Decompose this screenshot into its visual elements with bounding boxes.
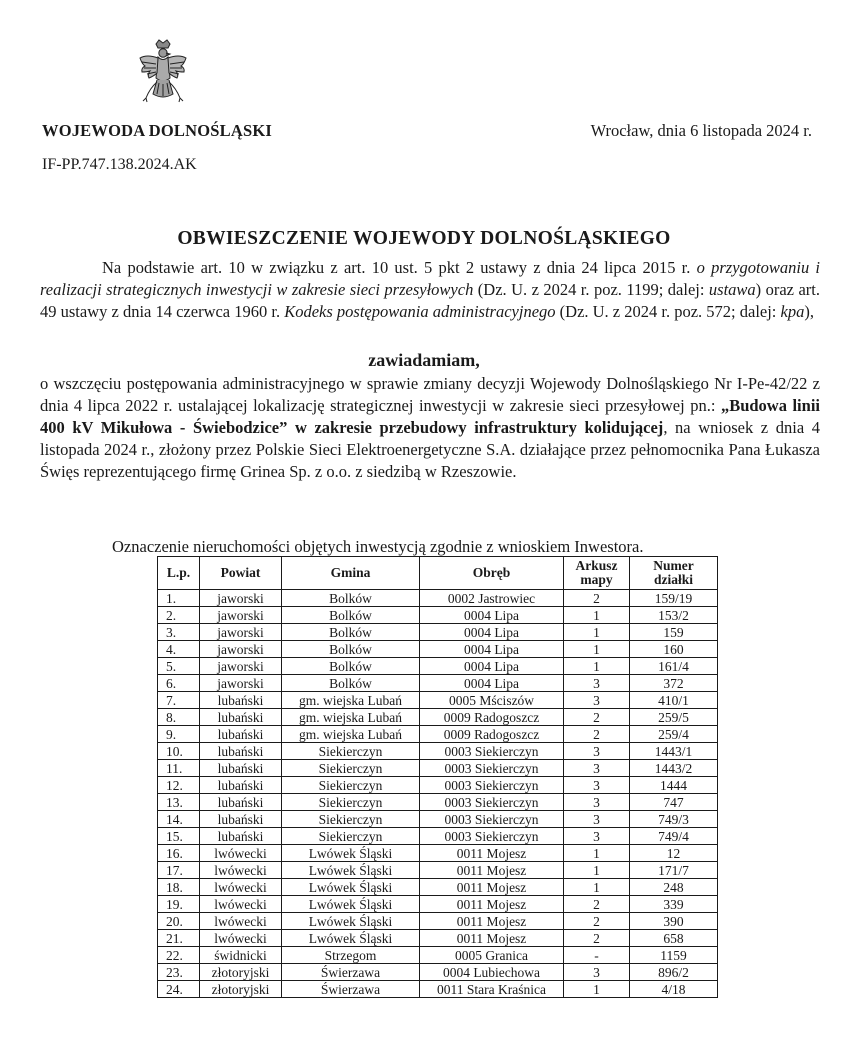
cell-gmina: Lwówek Śląski — [282, 845, 420, 862]
intro-abbrev: kpa — [780, 302, 805, 321]
cell-lp: 10. — [158, 743, 200, 760]
table-row — [158, 845, 718, 862]
table-row — [158, 641, 718, 658]
table-row — [158, 896, 718, 913]
cell-dzialka: 749/4 — [630, 828, 718, 845]
cell-obreb: 0009 Radogoszcz — [420, 709, 564, 726]
cell-powiat: jaworski — [200, 641, 282, 658]
cell-lp: 3. — [158, 624, 200, 641]
document-title: OBWIESZCZENIE WOJEWODY DOLNOŚLĄSKIEGO — [177, 228, 671, 249]
cell-dzialka: 339 — [630, 896, 718, 913]
header-powiat: Powiat — [200, 557, 282, 590]
cell-arkusz: 3 — [564, 794, 630, 811]
cell-powiat: jaworski — [200, 624, 282, 641]
investment-name: „Budowa linii 400 kV Mikułowa - Świebodzice” w zakresie przebudowy infrastruktury kolidującej — [40, 396, 820, 437]
intro-text: Na podstawie art. 10 w związku z art. 10 ust. 5 pkt 2 ustawy z dnia 24 lipca 2015 r. — [102, 258, 697, 277]
cell-obreb: 0011 Mojesz — [420, 913, 564, 930]
cell-lp: 8. — [158, 709, 200, 726]
cell-arkusz: 2 — [564, 913, 630, 930]
cell-gmina: Lwówek Śląski — [282, 896, 420, 913]
cell-lp: 11. — [158, 760, 200, 777]
cell-lp: 12. — [158, 777, 200, 794]
cell-obreb: 0005 Mściszów — [420, 692, 564, 709]
cell-gmina: Siekierczyn — [282, 777, 420, 794]
notice-body-paragraph — [40, 373, 820, 483]
cell-obreb: 0004 Lubiechowa — [420, 964, 564, 981]
table-row — [158, 811, 718, 828]
cell-obreb: 0003 Siekierczyn — [420, 760, 564, 777]
cell-lp: 1. — [158, 590, 200, 607]
cell-obreb: 0011 Mojesz — [420, 930, 564, 947]
intro-code-title: Kodeks postępowania administracyjnego — [284, 302, 556, 321]
table-row — [158, 828, 718, 845]
cell-gmina: Siekierczyn — [282, 811, 420, 828]
cell-lp: 21. — [158, 930, 200, 947]
cell-powiat: jaworski — [200, 675, 282, 692]
cell-gmina: Lwówek Śląski — [282, 913, 420, 930]
cell-gmina: Siekierczyn — [282, 828, 420, 845]
table-row — [158, 947, 718, 964]
cell-dzialka: 171/7 — [630, 862, 718, 879]
cell-powiat: lwówecki — [200, 930, 282, 947]
header-numer-line1: Numer — [653, 558, 694, 573]
table-row — [158, 692, 718, 709]
cell-dzialka: 1159 — [630, 947, 718, 964]
cell-powiat: lubański — [200, 828, 282, 845]
intro-abbrev: ustawa — [708, 280, 756, 299]
announcement-heading: zawiadamiam, — [368, 350, 480, 370]
cell-powiat: lwówecki — [200, 879, 282, 896]
cell-dzialka: 1443/2 — [630, 760, 718, 777]
table-row — [158, 743, 718, 760]
table-row — [158, 862, 718, 879]
table-row — [158, 726, 718, 743]
cell-arkusz: 2 — [564, 896, 630, 913]
cell-gmina: gm. wiejska Lubań — [282, 709, 420, 726]
cell-arkusz: 1 — [564, 624, 630, 641]
parcels-table — [157, 556, 718, 998]
table-row — [158, 777, 718, 794]
table-row — [158, 981, 718, 998]
cell-arkusz: 3 — [564, 964, 630, 981]
cell-obreb: 0002 Jastrowiec — [420, 590, 564, 607]
cell-gmina: Lwówek Śląski — [282, 930, 420, 947]
cell-arkusz: 1 — [564, 607, 630, 624]
cell-powiat: lubański — [200, 794, 282, 811]
cell-powiat: lubański — [200, 743, 282, 760]
table-caption: Oznaczenie nieruchomości objętych inwestycją zgodnie z wnioskiem Inwestora. — [112, 537, 644, 556]
cell-dzialka: 1444 — [630, 777, 718, 794]
cell-lp: 19. — [158, 896, 200, 913]
header-arkusz-line2: mapy — [580, 572, 613, 587]
cell-powiat: lubański — [200, 777, 282, 794]
cell-obreb: 0004 Lipa — [420, 675, 564, 692]
table-row — [158, 675, 718, 692]
cell-powiat: jaworski — [200, 658, 282, 675]
cell-obreb: 0004 Lipa — [420, 641, 564, 658]
cell-arkusz: 3 — [564, 777, 630, 794]
cell-arkusz: 1 — [564, 862, 630, 879]
polish-eagle-emblem-icon — [137, 38, 189, 108]
header-lp: L.p. — [158, 557, 200, 590]
table-row — [158, 879, 718, 896]
table-row — [158, 658, 718, 675]
cell-powiat: lwówecki — [200, 845, 282, 862]
cell-powiat: lwówecki — [200, 862, 282, 879]
cell-obreb: 0011 Mojesz — [420, 862, 564, 879]
cell-gmina: Bolków — [282, 641, 420, 658]
cell-powiat: lubański — [200, 811, 282, 828]
cell-lp: 9. — [158, 726, 200, 743]
cell-dzialka: 658 — [630, 930, 718, 947]
cell-dzialka: 160 — [630, 641, 718, 658]
cell-obreb: 0011 Mojesz — [420, 879, 564, 896]
cell-dzialka: 4/18 — [630, 981, 718, 998]
cell-obreb: 0004 Lipa — [420, 658, 564, 675]
cell-powiat: złotoryjski — [200, 964, 282, 981]
table-row — [158, 590, 718, 607]
cell-gmina: Bolków — [282, 658, 420, 675]
cell-dzialka: 259/4 — [630, 726, 718, 743]
cell-lp: 22. — [158, 947, 200, 964]
table-row — [158, 760, 718, 777]
intro-text: ), — [804, 302, 814, 321]
intro-text: (Dz. U. z 2024 r. poz. 572; dalej: — [555, 302, 781, 321]
table-row — [158, 913, 718, 930]
cell-dzialka: 372 — [630, 675, 718, 692]
cell-powiat: jaworski — [200, 590, 282, 607]
cell-gmina: Strzegom — [282, 947, 420, 964]
cell-lp: 24. — [158, 981, 200, 998]
cell-dzialka: 153/2 — [630, 607, 718, 624]
cell-obreb: 0011 Mojesz — [420, 845, 564, 862]
cell-dzialka: 161/4 — [630, 658, 718, 675]
cell-powiat: jaworski — [200, 607, 282, 624]
cell-arkusz: 1 — [564, 658, 630, 675]
cell-lp: 4. — [158, 641, 200, 658]
intro-act-title: o przygotowaniu i realizacji strategicznych inwestycji w zakresie sieci przesyłowych — [40, 258, 820, 299]
cell-gmina: gm. wiejska Lubań — [282, 726, 420, 743]
cell-dzialka: 747 — [630, 794, 718, 811]
cell-gmina: Siekierczyn — [282, 760, 420, 777]
cell-dzialka: 259/5 — [630, 709, 718, 726]
reference-number: IF-PP.747.138.2024.AK — [42, 156, 197, 173]
table-row — [158, 794, 718, 811]
cell-lp: 17. — [158, 862, 200, 879]
cell-arkusz: 3 — [564, 743, 630, 760]
cell-arkusz: - — [564, 947, 630, 964]
cell-obreb: 0003 Siekierczyn — [420, 777, 564, 794]
header-gmina: Gmina — [282, 557, 420, 590]
cell-dzialka: 159/19 — [630, 590, 718, 607]
place-and-date: Wrocław, dnia 6 listopada 2024 r. — [590, 121, 812, 140]
table-row — [158, 930, 718, 947]
cell-powiat: lwówecki — [200, 896, 282, 913]
cell-powiat: lubański — [200, 709, 282, 726]
intro-text: ) oraz art. 49 ustawy z dnia 14 czerwca 1960 r. — [40, 280, 820, 321]
cell-gmina: Bolków — [282, 675, 420, 692]
cell-gmina: Siekierczyn — [282, 794, 420, 811]
cell-dzialka: 749/3 — [630, 811, 718, 828]
cell-arkusz: 3 — [564, 675, 630, 692]
cell-arkusz: 1 — [564, 879, 630, 896]
cell-gmina: Świerzawa — [282, 964, 420, 981]
cell-lp: 14. — [158, 811, 200, 828]
table-header-row — [158, 557, 718, 590]
cell-powiat: lubański — [200, 692, 282, 709]
cell-obreb: 0003 Siekierczyn — [420, 743, 564, 760]
cell-arkusz: 3 — [564, 811, 630, 828]
cell-lp: 20. — [158, 913, 200, 930]
intro-text: (Dz. U. z 2024 r. poz. 1199; dalej: — [473, 280, 709, 299]
cell-arkusz: 2 — [564, 590, 630, 607]
table-row — [158, 607, 718, 624]
cell-powiat: lwówecki — [200, 913, 282, 930]
cell-dzialka: 159 — [630, 624, 718, 641]
header-numer-line2: działki — [653, 572, 693, 587]
cell-dzialka: 12 — [630, 845, 718, 862]
cell-obreb: 0011 Mojesz — [420, 896, 564, 913]
cell-powiat: złotoryjski — [200, 981, 282, 998]
body-text: , na wniosek z dnia 4 listopada 2024 r., złożony przez Polskie Sieci Elektroenergetyczne S.A. działające przez pełnomocnika Pana Łukasza Święs reprezentującego firmę Grinea Sp. z o.o. z siedzibą w Rzeszowie. — [40, 418, 820, 481]
cell-dzialka: 248 — [630, 879, 718, 896]
cell-gmina: Bolków — [282, 607, 420, 624]
cell-arkusz: 1 — [564, 845, 630, 862]
cell-gmina: Bolków — [282, 590, 420, 607]
issuing-authority: WOJEWODA DOLNOŚLĄSKI — [42, 121, 273, 140]
cell-arkusz: 1 — [564, 981, 630, 998]
cell-dzialka: 390 — [630, 913, 718, 930]
cell-obreb: 0009 Radogoszcz — [420, 726, 564, 743]
cell-arkusz: 3 — [564, 760, 630, 777]
cell-obreb: 0003 Siekierczyn — [420, 794, 564, 811]
table-row — [158, 624, 718, 641]
cell-dzialka: 896/2 — [630, 964, 718, 981]
cell-lp: 16. — [158, 845, 200, 862]
cell-obreb: 0003 Siekierczyn — [420, 811, 564, 828]
header-arkusz-line1: Arkusz — [575, 558, 618, 573]
cell-arkusz: 2 — [564, 726, 630, 743]
header-numer — [630, 557, 718, 590]
cell-lp: 7. — [158, 692, 200, 709]
cell-lp: 13. — [158, 794, 200, 811]
cell-lp: 18. — [158, 879, 200, 896]
cell-gmina: Świerzawa — [282, 981, 420, 998]
table-row — [158, 709, 718, 726]
cell-arkusz: 2 — [564, 930, 630, 947]
cell-gmina: Lwówek Śląski — [282, 862, 420, 879]
header-obreb: Obręb — [420, 557, 564, 590]
cell-obreb: 0011 Stara Kraśnica — [420, 981, 564, 998]
cell-obreb: 0004 Lipa — [420, 607, 564, 624]
cell-lp: 6. — [158, 675, 200, 692]
cell-lp: 5. — [158, 658, 200, 675]
cell-dzialka: 1443/1 — [630, 743, 718, 760]
cell-obreb: 0005 Granica — [420, 947, 564, 964]
cell-powiat: lubański — [200, 726, 282, 743]
cell-arkusz: 3 — [564, 828, 630, 845]
table-row — [158, 964, 718, 981]
header-arkusz — [564, 557, 630, 590]
cell-arkusz: 3 — [564, 692, 630, 709]
body-text: o wszczęciu postępowania administracyjnego w sprawie zmiany decyzji Wojewody Dolnośląskiego Nr I-Pe-42/22 z dnia 4 lipca 2022 r. ustalającej lokalizację strategicznej inwestycji w zakresie sieci przesyłowej pn.: — [40, 374, 820, 415]
cell-lp: 2. — [158, 607, 200, 624]
cell-obreb: 0003 Siekierczyn — [420, 828, 564, 845]
cell-obreb: 0004 Lipa — [420, 624, 564, 641]
cell-arkusz: 1 — [564, 641, 630, 658]
cell-gmina: Siekierczyn — [282, 743, 420, 760]
cell-arkusz: 2 — [564, 709, 630, 726]
cell-gmina: Lwówek Śląski — [282, 879, 420, 896]
cell-gmina: gm. wiejska Lubań — [282, 692, 420, 709]
cell-gmina: Bolków — [282, 624, 420, 641]
cell-lp: 15. — [158, 828, 200, 845]
cell-lp: 23. — [158, 964, 200, 981]
cell-powiat: lubański — [200, 760, 282, 777]
cell-powiat: świdnicki — [200, 947, 282, 964]
legal-basis-paragraph — [40, 257, 820, 323]
cell-dzialka: 410/1 — [630, 692, 718, 709]
